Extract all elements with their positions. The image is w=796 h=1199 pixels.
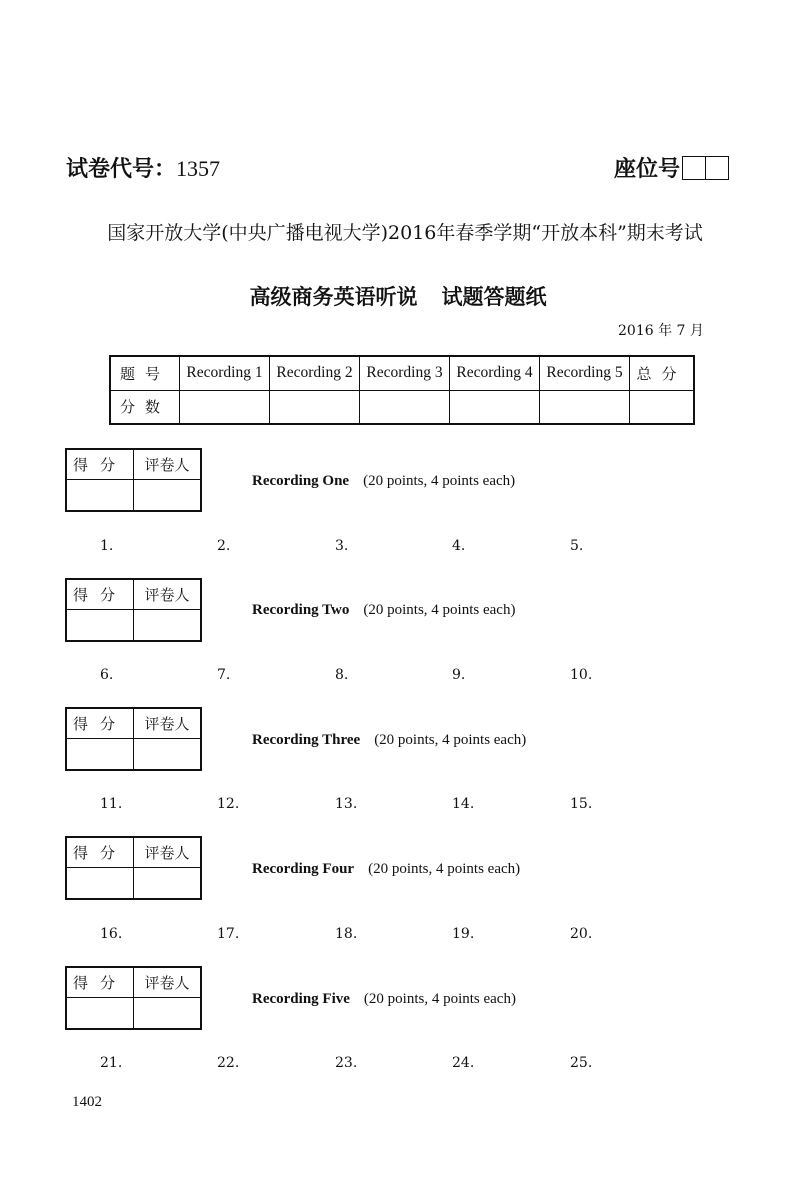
- paper-code-label: 试卷代号：: [66, 157, 177, 182]
- grader-name-cell[interactable]: [134, 738, 202, 770]
- section-points: (20 points, 4 points each): [363, 473, 516, 489]
- question-number: 4.: [452, 538, 466, 554]
- grader-score-label: 得分: [66, 837, 134, 867]
- question-number: 20.: [570, 926, 593, 942]
- grader-label: 评卷人: [134, 708, 202, 738]
- question-number: 15.: [570, 796, 593, 812]
- question-number: 22.: [217, 1055, 240, 1071]
- section-title: [252, 861, 520, 878]
- section-name: Recording Two: [252, 602, 350, 618]
- section-name: Recording Four: [252, 861, 355, 877]
- subject-title: [0, 281, 796, 311]
- question-number: 17.: [217, 926, 240, 942]
- question-number: 12.: [217, 796, 240, 812]
- question-number: 21.: [100, 1055, 123, 1071]
- grader-box: [65, 578, 202, 642]
- score-cell[interactable]: [450, 390, 540, 424]
- question-number: 2.: [217, 538, 231, 554]
- question-number: 3.: [335, 538, 349, 554]
- question-number: 10.: [570, 667, 593, 683]
- paper-code-number: 1357: [176, 156, 221, 181]
- seat-box[interactable]: [706, 156, 729, 180]
- page-number: 1402: [72, 1094, 102, 1110]
- question-number: 25.: [570, 1055, 593, 1071]
- section-points: (20 points, 4 points each): [368, 861, 521, 877]
- grader-box: [65, 707, 202, 771]
- subject-name: 高级商务英语听说: [249, 285, 418, 309]
- score-table-row-label-question: 题号: [110, 356, 180, 390]
- grader-score-label: 得分: [66, 579, 134, 609]
- score-table-col-recording-5: Recording 5: [540, 356, 630, 390]
- section-title: [252, 991, 516, 1008]
- grader-label: 评卷人: [134, 967, 202, 997]
- question-number: 24.: [452, 1055, 475, 1071]
- section-points: (20 points, 4 points each): [363, 991, 516, 1007]
- question-number: 13.: [335, 796, 358, 812]
- question-number: 14.: [452, 796, 475, 812]
- question-number: 9.: [452, 667, 466, 683]
- question-number: 6.: [100, 667, 114, 683]
- grader-score-cell[interactable]: [66, 738, 134, 770]
- score-cell[interactable]: [180, 390, 270, 424]
- grader-name-cell[interactable]: [134, 479, 202, 511]
- section-title: [252, 473, 515, 490]
- score-cell-total[interactable]: [630, 390, 695, 424]
- grader-score-cell[interactable]: [66, 479, 134, 511]
- section-title: [252, 602, 515, 619]
- grader-name-cell[interactable]: [134, 997, 202, 1029]
- seat-number-boxes: [682, 156, 729, 180]
- score-table-col-recording-3: Recording 3: [360, 356, 450, 390]
- score-table-row-label-score: 分数: [110, 390, 180, 424]
- question-number: 23.: [335, 1055, 358, 1071]
- grader-box: [65, 836, 202, 900]
- seat-number-label: 座位号: [614, 157, 681, 182]
- grader-score-cell[interactable]: [66, 997, 134, 1029]
- grader-label: 评卷人: [134, 579, 202, 609]
- score-table-col-recording-1: Recording 1: [180, 356, 270, 390]
- section-points: (20 points, 4 points each): [363, 602, 516, 618]
- grader-score-label: 得分: [66, 967, 134, 997]
- grader-score-label: 得分: [66, 708, 134, 738]
- question-number: 7.: [217, 667, 231, 683]
- question-number: 16.: [100, 926, 123, 942]
- score-table-col-recording-4: Recording 4: [450, 356, 540, 390]
- score-cell[interactable]: [540, 390, 630, 424]
- question-number: 5.: [570, 538, 584, 554]
- sheet-type: 试题答题纸: [441, 285, 547, 309]
- section-points: (20 points, 4 points each): [374, 732, 527, 748]
- section-name: Recording One: [252, 473, 350, 489]
- score-table-col-recording-2: Recording 2: [270, 356, 360, 390]
- section-name: Recording Three: [252, 732, 361, 748]
- seat-number: [614, 152, 729, 183]
- paper-code: [66, 152, 220, 183]
- score-cell[interactable]: [360, 390, 450, 424]
- seat-box[interactable]: [682, 156, 706, 180]
- grader-score-cell[interactable]: [66, 609, 134, 641]
- grader-box: [65, 966, 202, 1030]
- section-title: [252, 732, 526, 749]
- grader-name-cell[interactable]: [134, 609, 202, 641]
- exam-date: 2016 年 7 月: [618, 323, 704, 339]
- grader-score-cell[interactable]: [66, 867, 134, 899]
- question-number: 19.: [452, 926, 475, 942]
- grader-box: [65, 448, 202, 512]
- section-name: Recording Five: [252, 991, 350, 1007]
- score-cell[interactable]: [270, 390, 360, 424]
- question-number: 1.: [100, 538, 114, 554]
- question-number: 11.: [100, 796, 123, 812]
- grader-score-label: 得分: [66, 449, 134, 479]
- question-number: 8.: [335, 667, 349, 683]
- grader-name-cell[interactable]: [134, 867, 202, 899]
- score-table-col-total: 总分: [630, 356, 695, 390]
- score-table-header-row: [110, 356, 694, 390]
- grader-label: 评卷人: [134, 449, 202, 479]
- question-number: 18.: [335, 926, 358, 942]
- exam-title: 国家开放大学(中央广播电视大学)2016年春季学期“开放本科”期末考试: [107, 222, 703, 244]
- grader-label: 评卷人: [134, 837, 202, 867]
- score-table-score-row: [110, 390, 694, 424]
- score-summary-table: [109, 355, 695, 425]
